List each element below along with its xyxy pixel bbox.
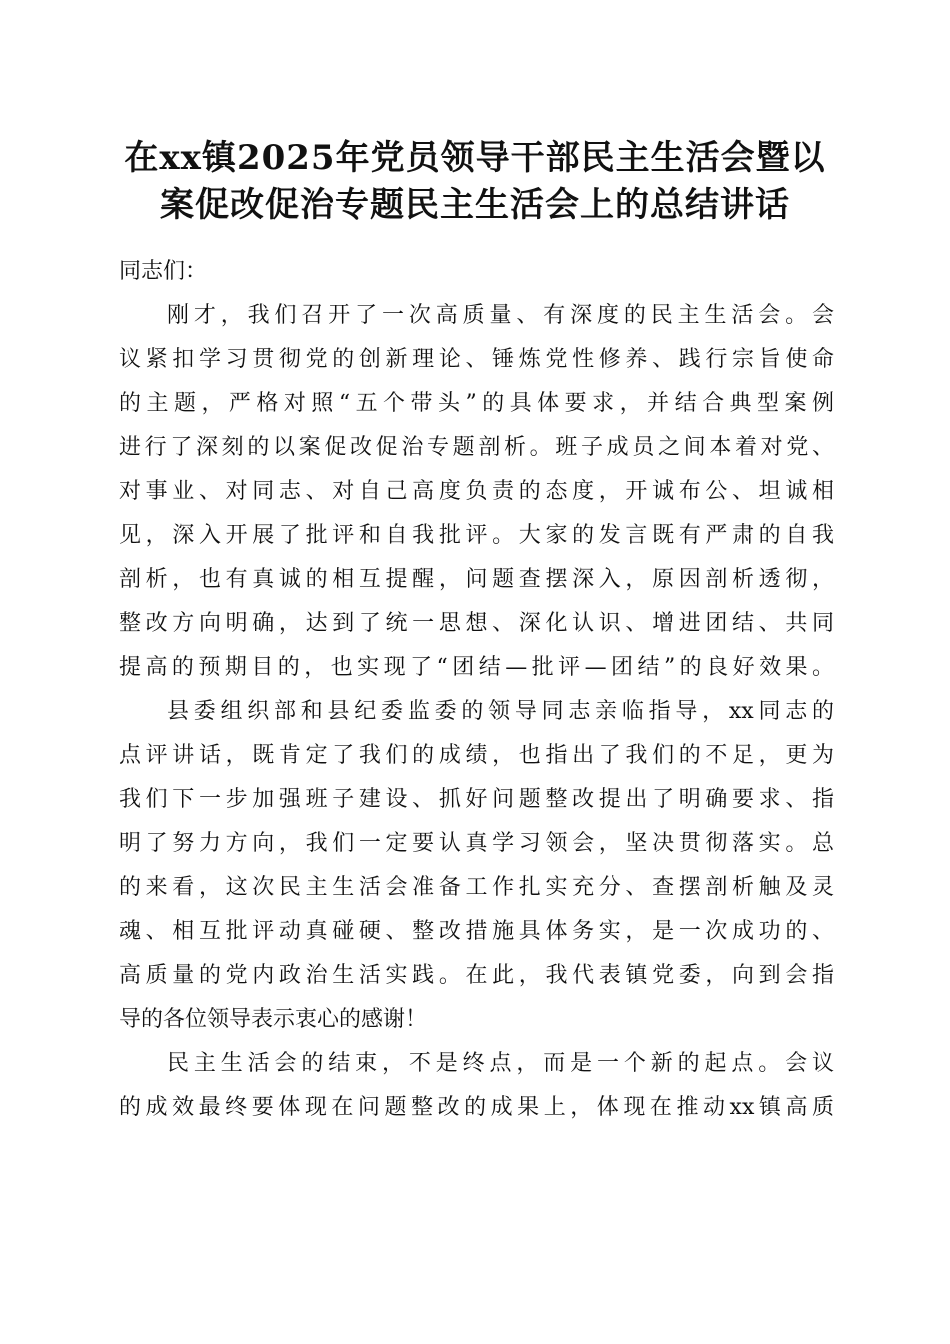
paragraph-line: 刚才，我们召开了一次高质量、有深度的民主生活会。会 bbox=[167, 303, 834, 328]
document-body bbox=[119, 250, 834, 1130]
salutation: 同志们： bbox=[119, 259, 208, 284]
paragraph-line: 的成效最终要体现在问题整改的成果上，体现在推动xx镇高质 bbox=[119, 1095, 834, 1120]
paragraph-line: 的来看，这次民主生活会准备工作扎实充分、查摆剖析触及灵 bbox=[119, 875, 834, 900]
paragraph-line: 我们下一步加强班子建设、抓好问题整改提出了明确要求、指 bbox=[119, 787, 834, 812]
paragraph-line: 导的各位领导表示衷心的感谢！ bbox=[119, 1007, 428, 1032]
paragraph-line: 高质量的党内政治生活实践。在此，我代表镇党委，向到会指 bbox=[119, 963, 834, 988]
paragraph-line: 见，深入开展了批评和自我批评。大家的发言既有严肃的自我 bbox=[119, 523, 834, 548]
paragraph-line: 明了努力方向，我们一定要认真学习领会，坚决贯彻落实。总 bbox=[119, 831, 834, 856]
paragraph-3 bbox=[119, 1042, 834, 1130]
paragraph-line: 进行了深刻的以案促改促治专题剖析。班子成员之间本着对党、 bbox=[119, 435, 834, 460]
document-title-line-1: 在xx镇2025年党员领导干部民主生活会暨以 bbox=[124, 138, 826, 178]
paragraph-line: 整改方向明确，达到了统一思想、深化认识、增进团结、共同 bbox=[119, 611, 834, 636]
paragraph-line: 点评讲话，既肯定了我们的成绩，也指出了我们的不足，更为 bbox=[119, 743, 834, 768]
document-title-line-2: 案促改促治专题民主生活会上的总结讲话 bbox=[160, 185, 790, 225]
paragraph-line: 提高的预期目的，也实现了“团结—批评—团结”的良好效果。 bbox=[119, 655, 834, 680]
paragraph-line: 议紧扣学习贯彻党的创新理论、锤炼党性修养、践行宗旨使命 bbox=[119, 347, 834, 372]
paragraph-line: 民主生活会的结束，不是终点，而是一个新的起点。会议 bbox=[167, 1051, 834, 1076]
paragraph-line: 的主题，严格对照“五个带头”的具体要求，并结合典型案例 bbox=[119, 391, 834, 416]
paragraph-line: 剖析，也有真诚的相互提醒，问题查摆深入，原因剖析透彻， bbox=[119, 567, 834, 592]
paragraph-line: 魂、相互批评动真碰硬、整改措施具体务实，是一次成功的、 bbox=[119, 919, 834, 944]
paragraph-line: 县委组织部和县纪委监委的领导同志亲临指导，xx同志的 bbox=[167, 699, 834, 724]
paragraph-line: 对事业、对同志、对自己高度负责的态度，开诚布公、坦诚相 bbox=[119, 479, 834, 504]
paragraph-2 bbox=[119, 690, 834, 1042]
paragraph-1 bbox=[119, 294, 834, 690]
